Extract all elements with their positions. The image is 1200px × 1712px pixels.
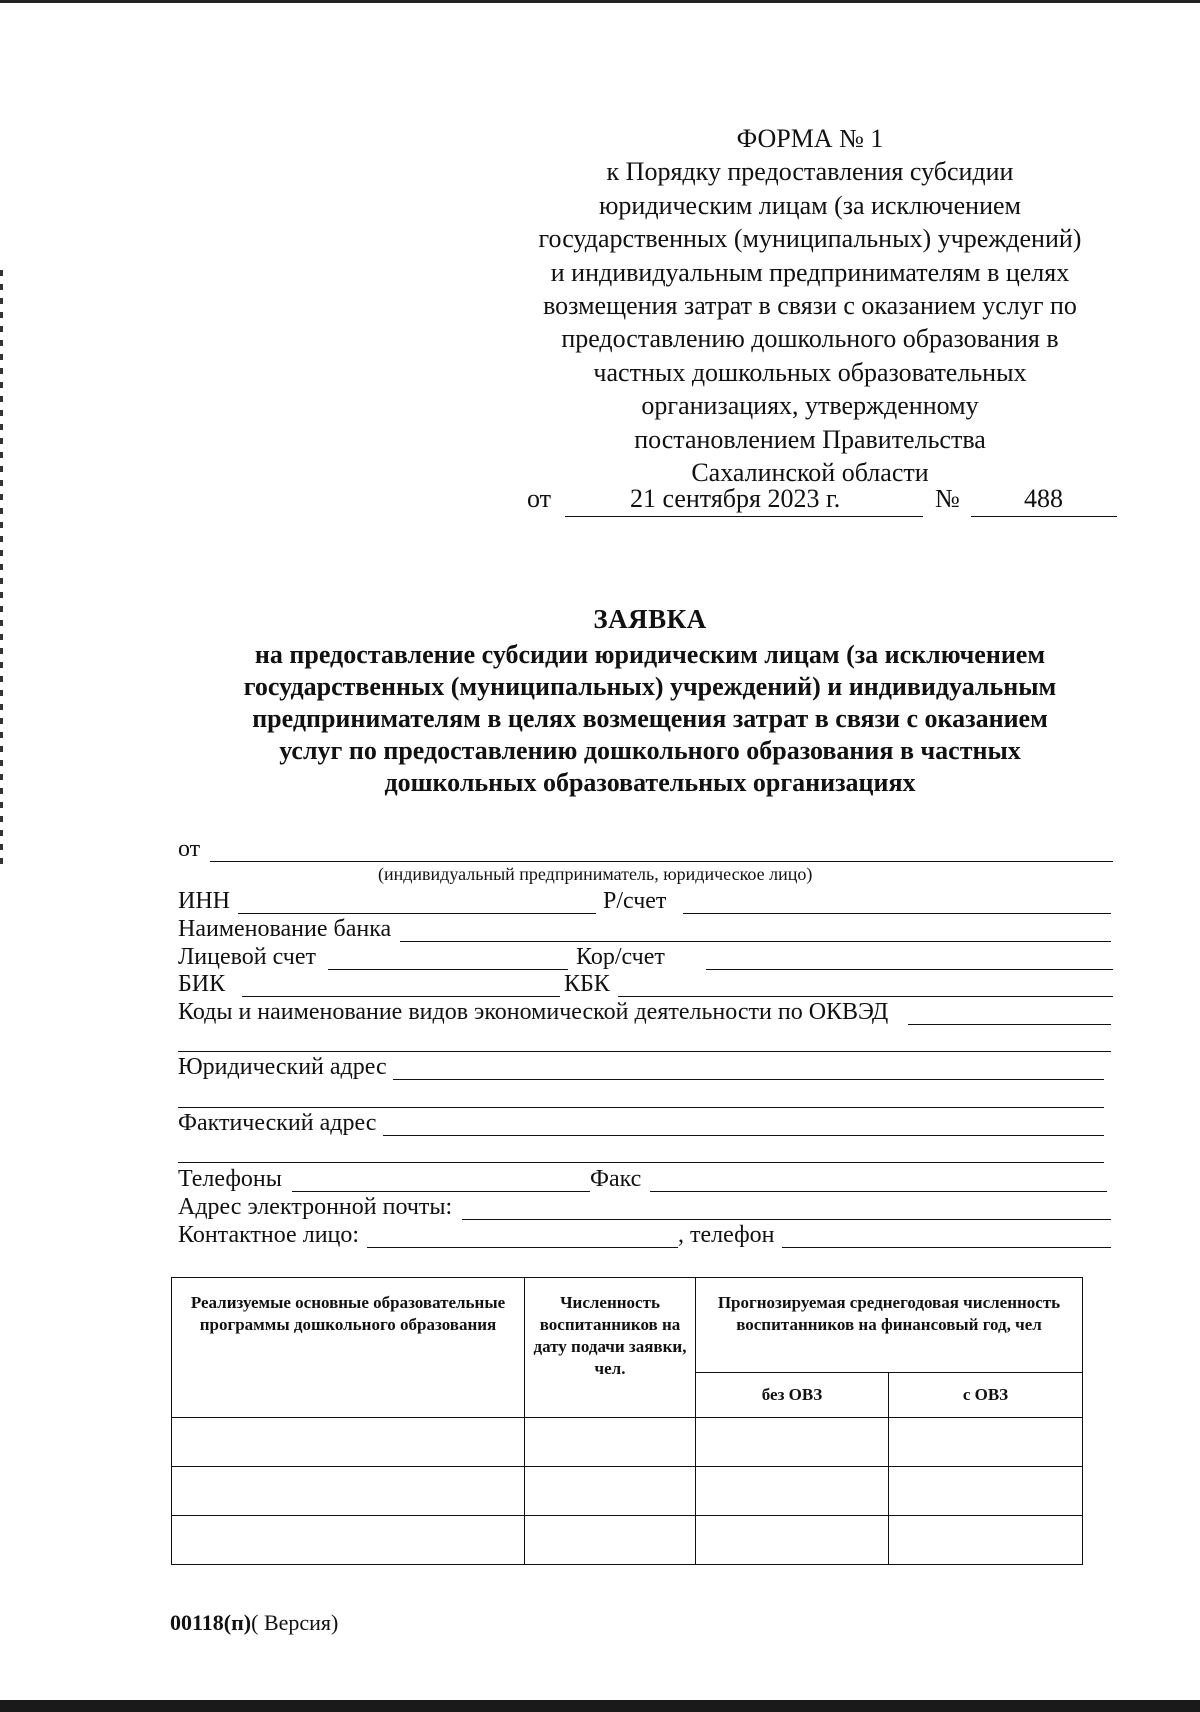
scan-edge-top	[0, 0, 1200, 3]
contact-phone-field[interactable]	[782, 1247, 1111, 1248]
title-line: предпринимателям в целях возмещения затрат в связи с оказанием	[252, 704, 1048, 733]
header-line: организациях, утвержденному	[641, 391, 979, 421]
table-cell[interactable]	[696, 1516, 889, 1565]
bik-field[interactable]	[242, 996, 560, 997]
header-line: ФОРМА № 1	[736, 124, 884, 153]
document-code-number: 00118(п)	[170, 1610, 252, 1635]
header-line: юридическим лицам (за исключением	[599, 190, 1021, 220]
scan-edge-left	[0, 270, 3, 870]
subheader-no-ovz: без ОВЗ	[696, 1372, 889, 1417]
table-cell[interactable]	[172, 1467, 525, 1516]
table-cell[interactable]	[525, 1467, 696, 1516]
table-row	[172, 1516, 1083, 1565]
scan-edge-bottom	[0, 1700, 1200, 1712]
header-line: возмещения затрат в связи с оказанием услуг по	[543, 291, 1077, 321]
phones-field[interactable]	[292, 1191, 590, 1192]
table-cell[interactable]	[696, 1418, 889, 1467]
inn-label: ИНН	[178, 888, 230, 914]
bik-label: БИК	[178, 971, 226, 997]
actual-address-field-continuation[interactable]	[178, 1162, 1104, 1163]
personal-account-field[interactable]	[328, 969, 568, 970]
decree-number-underline	[971, 516, 1117, 517]
table-cell[interactable]	[889, 1467, 1083, 1516]
title-line: государственных (муниципальных) учреждений) и индивидуальным	[243, 672, 1057, 701]
table-row	[172, 1418, 1083, 1467]
contact-person-field[interactable]	[367, 1247, 678, 1248]
corr-account-field[interactable]	[706, 969, 1113, 970]
document-code	[170, 1610, 338, 1636]
from-field[interactable]	[210, 861, 1113, 862]
table-cell[interactable]	[172, 1418, 525, 1467]
title-line: дошкольных образовательных организациях	[384, 768, 916, 797]
header-line: и индивидуальным предпринимателям в целях	[550, 257, 1070, 287]
header-line: предоставлению дошкольного образования в	[561, 324, 1059, 354]
phones-label: Телефоны	[178, 1166, 282, 1192]
from-caption: (индивидуальный предприниматель, юридическое лицо)	[378, 864, 813, 884]
subheader-ovz: с ОВЗ	[889, 1372, 1083, 1417]
title-main: ЗАЯВКА	[593, 604, 707, 634]
table-cell[interactable]	[525, 1418, 696, 1467]
col-header-forecast: Прогнозируемая среднегодовая численность воспитанников на финансовый год, чел	[696, 1278, 1083, 1373]
table-cell[interactable]	[696, 1467, 889, 1516]
okved-label: Коды и наименование видов экономической деятельности по ОКВЭД	[178, 999, 889, 1025]
header-line: к Порядку предоставления субсидии	[606, 157, 1014, 187]
header-line: постановлением Правительства	[634, 424, 986, 454]
fax-label: Факс	[590, 1166, 642, 1192]
kbk-field[interactable]	[618, 996, 1113, 997]
table-cell[interactable]	[889, 1516, 1083, 1565]
header-line: государственных (муниципальных) учреждений)	[538, 224, 1082, 254]
contact-phone-label: , телефон	[678, 1222, 775, 1248]
programs-table	[171, 1277, 1083, 1565]
decree-date: 21 сентября 2023 г.	[630, 484, 841, 513]
col-header-programs: Реализуемые основные образовательные программы дошкольного образования	[172, 1278, 525, 1418]
decree-number-label: №	[935, 484, 960, 513]
col-header-count: Численность воспитанников на дату подачи заявки, чел.	[525, 1278, 696, 1418]
actual-address-field[interactable]	[383, 1135, 1104, 1136]
corr-account-label: Кор/счет	[576, 944, 665, 970]
contact-label: Контактное лицо:	[178, 1222, 360, 1248]
title-line: на предоставление субсидии юридическим лицам (за исключением	[254, 640, 1046, 669]
account-label: Р/счет	[603, 888, 667, 914]
table-cell[interactable]	[525, 1516, 696, 1565]
form-header	[500, 122, 1120, 489]
bank-field[interactable]	[400, 941, 1111, 942]
application-title	[150, 604, 1150, 799]
inn-field[interactable]	[238, 913, 596, 914]
email-label: Адрес электронной почты:	[178, 1194, 453, 1220]
decree-from-label: от	[527, 484, 552, 513]
kbk-label: КБК	[564, 971, 610, 997]
header-line: частных дошкольных образовательных	[593, 357, 1027, 387]
bank-label: Наименование банка	[178, 916, 392, 942]
personal-account-label: Лицевой счет	[178, 944, 317, 970]
legal-address-field-continuation[interactable]	[178, 1107, 1104, 1108]
header-line: Сахалинской области	[691, 458, 929, 488]
document-version: ( Версия)	[251, 1610, 339, 1635]
table-row	[172, 1467, 1083, 1516]
fax-field[interactable]	[650, 1191, 1107, 1192]
decree-date-underline	[565, 516, 923, 517]
decree-number: 488	[1024, 484, 1063, 513]
account-field[interactable]	[683, 913, 1111, 914]
from-label: от	[178, 836, 201, 862]
okved-field-continuation[interactable]	[178, 1051, 1111, 1052]
legal-address-label: Юридический адрес	[178, 1054, 387, 1080]
decree-reference	[527, 484, 1127, 518]
actual-address-label: Фактический адрес	[178, 1110, 377, 1136]
table-cell[interactable]	[172, 1516, 525, 1565]
okved-field[interactable]	[908, 1024, 1111, 1025]
email-field[interactable]	[462, 1219, 1111, 1220]
legal-address-field[interactable]	[393, 1079, 1104, 1080]
table-cell[interactable]	[889, 1418, 1083, 1467]
title-line: услуг по предоставлению дошкольного образования в частных	[279, 736, 1021, 765]
